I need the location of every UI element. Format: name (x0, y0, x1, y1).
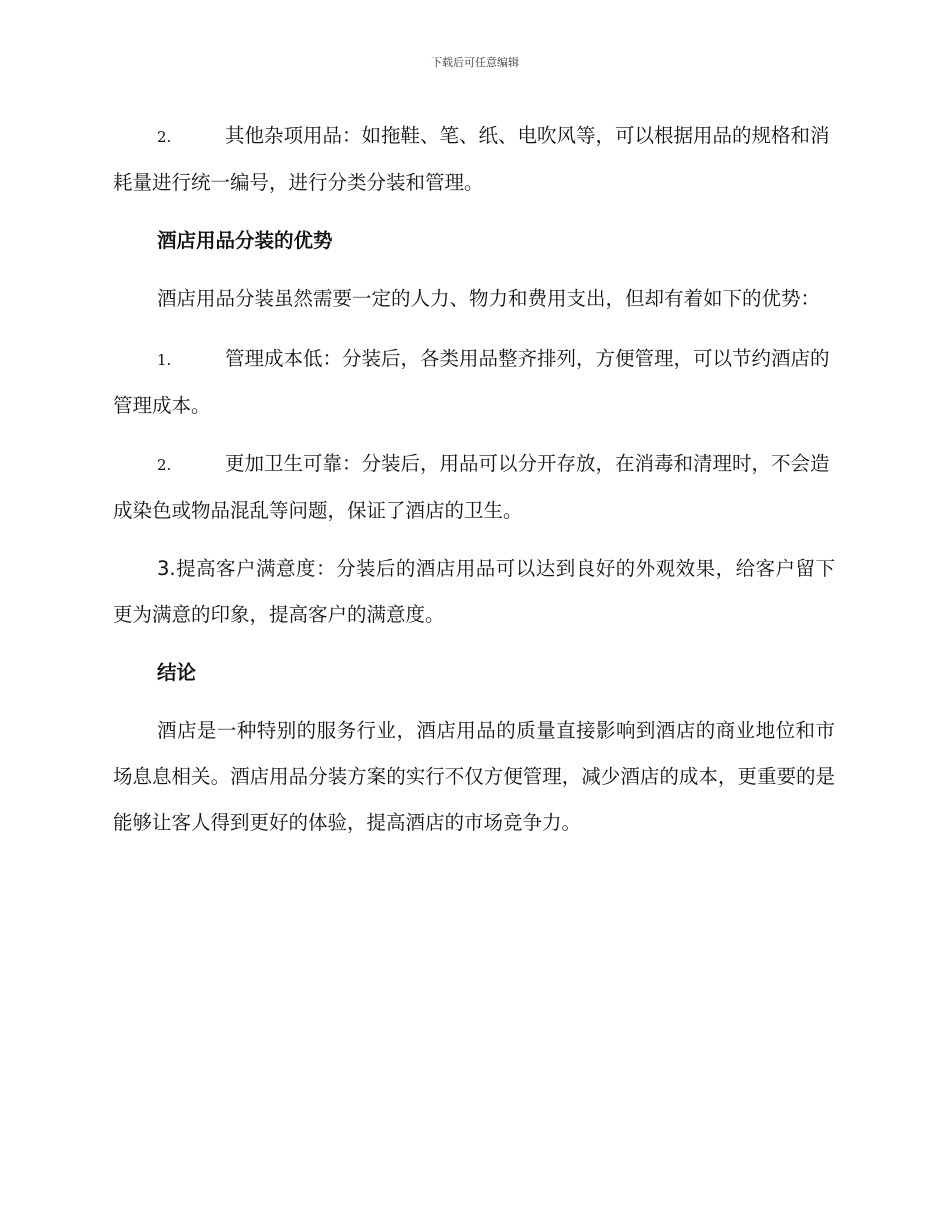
list-item (113, 113, 835, 206)
list-item (113, 441, 835, 534)
list-number: 2. (157, 456, 172, 474)
conclusion-body: 酒店是一种特别的服务行业，酒店用品的质量直接影响到酒店的商业地位和市场息息相关。酒店用品分装方案的实行不仅方便管理，减少酒店的成本，更重要的是能够让客人得到更好的体验，提高酒店的市场竞争力。 (113, 719, 835, 834)
list-text: 管理成本低：分装后，各类用品整齐排列，方便管理，可以节约酒店的管理成本。 (113, 347, 830, 417)
advantage-item-3: 3.提高客户满意度：分装后的酒店用品可以达到良好的外观效果，给客户留下更为满意的印象，提高客户的满意度。 (113, 557, 835, 626)
section-heading-advantages: 酒店用品分装的优势 (157, 229, 333, 252)
section-heading-conclusion: 结论 (157, 661, 197, 684)
list-text: 其他杂项用品：如拖鞋、笔、纸、电吹风等，可以根据用品的规格和消耗量进行统一编号，进行分类分装和管理。 (113, 124, 830, 194)
list-number: 1. (157, 351, 172, 369)
page-header-note: 下载后可任意编辑 (431, 56, 519, 69)
list-item (113, 336, 835, 429)
list-number: 2. (157, 128, 172, 146)
advantages-intro: 酒店用品分装虽然需要一定的人力、物力和费用支出，但却有着如下的优势： (157, 287, 821, 310)
list-text: 更加卫生可靠：分装后，用品可以分开存放，在消毒和清理时，不会造成染色或物品混乱等问题，保证了酒店的卫生。 (113, 452, 830, 522)
document-body (113, 113, 835, 846)
